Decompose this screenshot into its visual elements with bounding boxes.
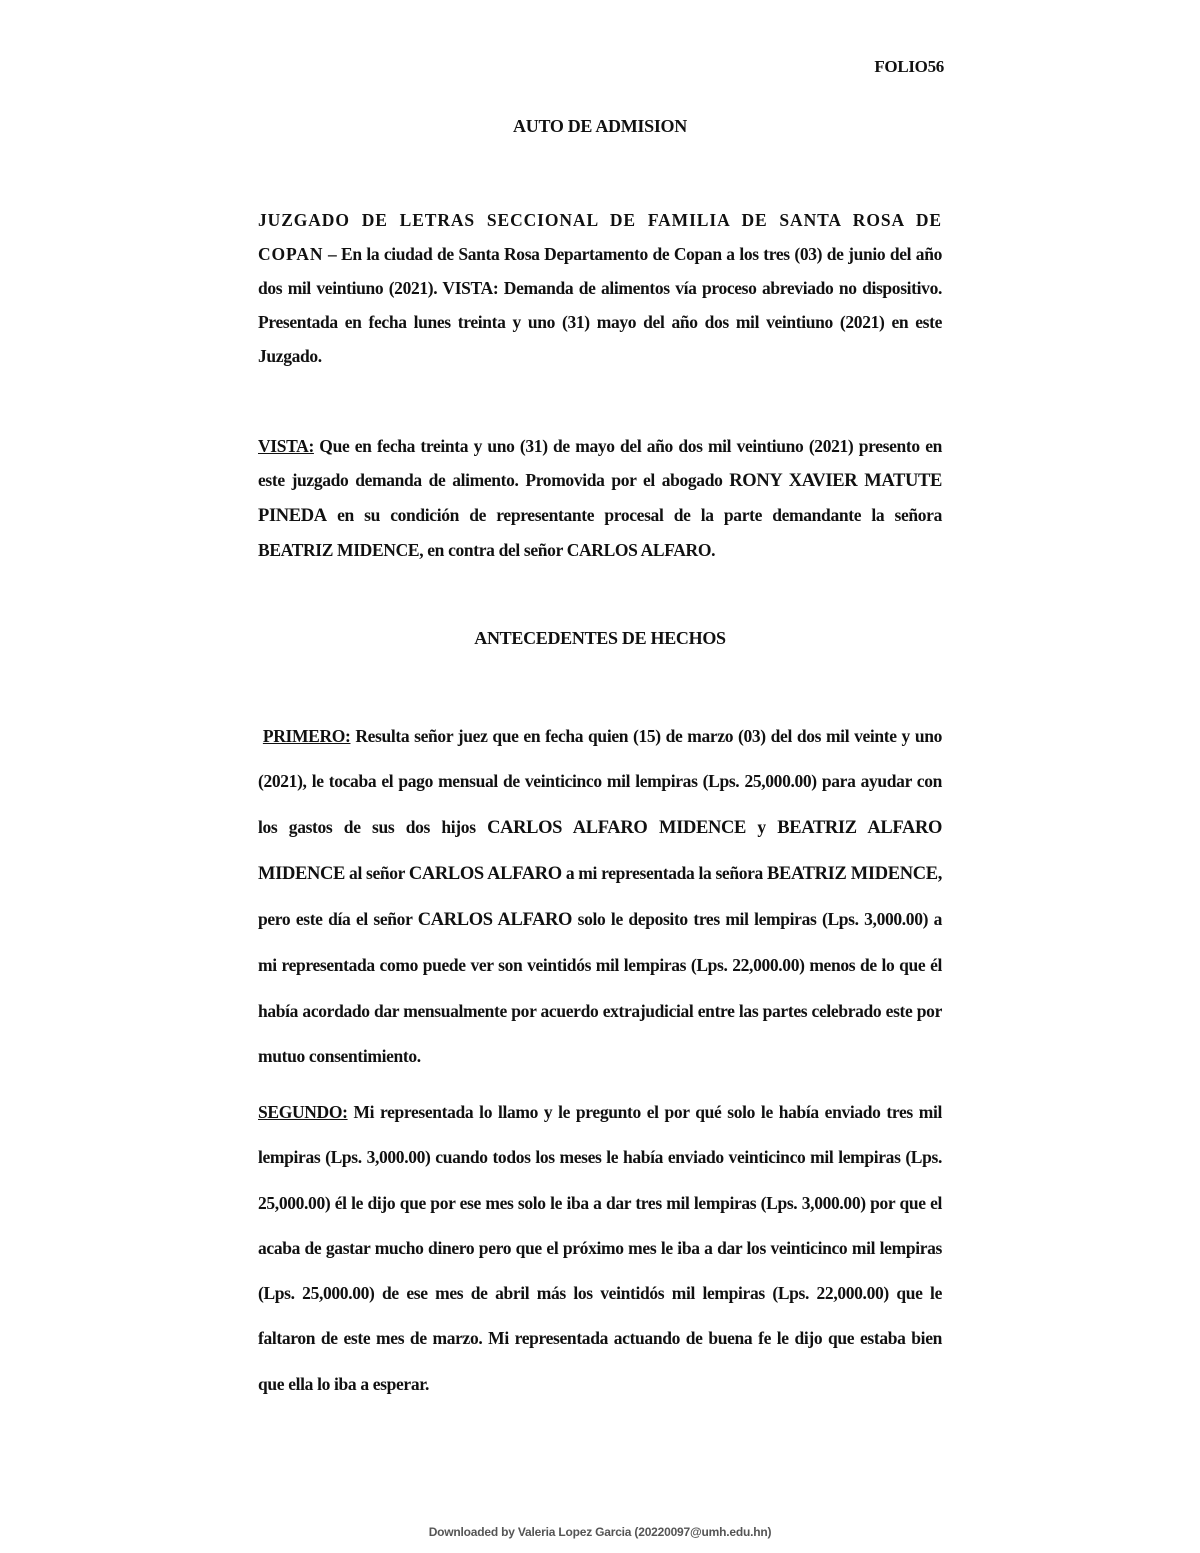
vista-label: VISTA: <box>258 436 314 456</box>
child-name-1: CARLOS ALFARO MIDENCE <box>487 817 747 838</box>
download-footer: Downloaded by Valeria Lopez Garcia (20220097@umh.edu.hn) <box>428 1525 772 1539</box>
mother-name: BEATRIZ MIDENCE, <box>767 863 943 884</box>
segundo-text: Mi representada lo llamo y le pregunto el por qué solo le había enviado tres mil lempiras (Lps. 3,000.00) cuando todos los meses le había enviado veinticinco mil lempiras (Lps. 25,000.00) él le dijo que por ese mes solo le iba a dar tres mil lempiras (Lps. 3,000.00) por que el acaba de gastar mucho dinero pero que el próximo mes le iba a dar los veinticinco mil lempiras (Lps. 25,000.00) de ese mes de abril más los veintidós mil lempiras (Lps. 22,000.00) que le faltaron de este mes de marzo. Mi representada actuando de buena fe le dijo que estaba bien que ella lo iba a esperar. <box>258 1102 942 1394</box>
child-name-2: BEATRIZ ALFARO MIDENCE <box>258 817 943 884</box>
primero-paragraph <box>258 714 942 1079</box>
primero-text-4: pero este día el señor <box>258 909 418 930</box>
primero-and: y <box>746 816 778 837</box>
court-name: JUZGADO DE LETRAS SECCIONAL DE FAMILIA DE SANTA ROSA DE COPAN <box>258 210 942 264</box>
segundo-label: SEGUNDO: <box>258 1102 348 1122</box>
primero-text-1: Resulta señor juez que en fecha quien (15) de marzo (03) del dos mil veinte y uno (2021), le tocaba el pago mensual de veinticinco mil lempiras (Lps. 25,000.00) para ayudar con los gastos de sus dos hijos <box>258 726 942 837</box>
lawyer-name: RONY XAVIER MATUTE PINEDA <box>258 471 942 526</box>
court-paragraph <box>258 203 942 373</box>
vista-text-1: Que en fecha treinta y uno (31) de mayo del año dos mil veintiuno (2021) presento en este juzgado demanda de alimento. Promovida por el abogado <box>258 436 942 490</box>
father-name: CARLOS ALFARO <box>408 863 562 884</box>
document-title: AUTO DE ADMISION <box>513 116 687 136</box>
primero-label: PRIMERO: <box>262 726 351 746</box>
primero-text-2: al señor <box>344 862 409 883</box>
vista-text-2: en su condición de representante procesal de la parte demandante la señora BEATRIZ MIDENCE, en contra del señor CARLOS ALFARO. <box>258 505 942 560</box>
segundo-paragraph <box>258 1090 942 1407</box>
court-paragraph-text: – En la ciudad de Santa Rosa Departamento de Copan a los tres (03) de junio del año dos mil veintiuno (2021). VISTA: Demanda de alimentos vía proceso abreviado no dispositivo. Presentada en fecha lunes treinta y uno (31) mayo del año dos mil veintiuno (2021) en este Juzgado. <box>258 244 942 366</box>
primero-text-5: solo le deposito tres mil lempiras (Lps. 3,000.00) a mi representada como puede ver son veintidós mil lempiras (Lps. 22,000.00) menos de lo que él había acordado dar mensualmente por acuerdo extrajudicial entre las partes celebrado este por mutuo consentimiento. <box>258 909 943 1067</box>
father-name-2: CARLOS ALFARO <box>417 910 573 931</box>
section-heading: ANTECEDENTES DE HECHOS <box>474 628 726 648</box>
vista-paragraph <box>258 429 942 567</box>
primero-text-3: a mi representada la señora <box>561 862 767 883</box>
folio-number: FOLIO56 <box>874 57 944 76</box>
